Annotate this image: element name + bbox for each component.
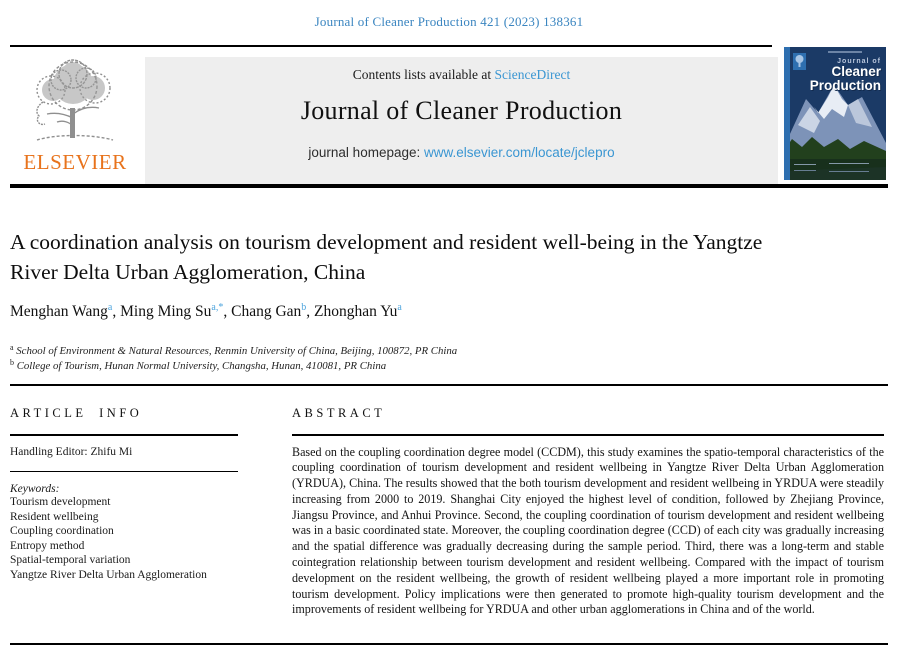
abstract-section (292, 406, 884, 618)
cover-title (810, 58, 881, 93)
abstract-heading: ABSTRACT (292, 406, 386, 420)
author-separator: , (223, 303, 232, 320)
article-info-section (10, 406, 238, 583)
contents-line (145, 57, 778, 83)
cover-title-line1: Journal of (837, 58, 881, 65)
author (10, 303, 120, 320)
article-info-heading: ARTICLE INFO (10, 406, 143, 420)
abstract-rule (292, 434, 884, 436)
cover-left-stripe (784, 47, 790, 180)
elsevier-tree-icon (12, 56, 138, 148)
author-separator: , (306, 303, 315, 320)
cover-title-line3: Production (809, 77, 881, 93)
cover-footer-text-left (794, 164, 816, 171)
keyword: Yangtze River Delta Urban Agglomeration (10, 568, 207, 581)
keyword: Resident wellbeing (10, 510, 99, 523)
elsevier-wordmark: ELSEVIER (23, 150, 127, 174)
abstract-text: Based on the coupling coordination degree model (CCDM), this study examines the spatio-temporal characteristics of the coupling coordination of tourism development and resident wellbeing in Yangtze River Delta Urban Agglomeration (YRDUA), China. The results showed that the both tourism development and resident wellbeing in YRDUA were steadily increasing from 2000 to 2019. Shanghai City enjoyed the highest level of condition, followed by Zhejiang Province, Jiangsu Province, and Anhui Province. Second, the coupling coordination of tourism development and resident wellbeing was in a basic coordinated state. Moreover, the coupling coordination degree (CCD) of each city was gradually increasing and the spatial difference was gradually decreasing during the sample period. Third, there was a long-term and stable cointegration relationship between tourism development and resident wellbeing. Compared with the impact of tourism development on the resident wellbeing, the growth of resident wellbeing played a more important role in promoting tourism development. Policy implications were then generated to promote high-quality tourism development and the improvements of resident wellbeing for YRDUA and other urban agglomerations in China and of the world. (292, 444, 884, 617)
author-name: Chang Gan (231, 303, 302, 320)
affiliation-line (10, 344, 870, 359)
article-info-rule-2 (10, 471, 238, 473)
page-bottom-rule (10, 643, 888, 645)
sciencedirect-link[interactable]: ScienceDirect (494, 67, 571, 82)
journal-title: Journal of Cleaner Production (300, 96, 623, 125)
author (120, 303, 231, 320)
cover-issn-text (828, 51, 862, 53)
keyword: Spatial-temporal variation (10, 554, 131, 567)
author-list (10, 303, 870, 321)
keyword: Coupling coordination (10, 525, 114, 538)
cover-title-line2: Cleaner (831, 64, 881, 80)
keywords-label: Keywords: (10, 483, 60, 495)
affiliation-text: College of Tourism, Hunan Normal University, Changsha, Hunan, 410081, PR China (16, 360, 387, 372)
affiliation-text: School of Environment & Natural Resources, Renmin University of China, Beijing, 100872, PR China (16, 345, 458, 357)
keyword: Tourism development (10, 496, 111, 508)
masthead (145, 57, 778, 184)
homepage-prefix: journal homepage: (308, 145, 424, 160)
author (314, 303, 402, 320)
contents-prefix: Contents lists available at (352, 67, 495, 82)
journal-cover-thumbnail (784, 47, 886, 180)
homepage-link[interactable]: www.elsevier.com/locate/jclepro (424, 145, 615, 160)
section-divider-rule (10, 384, 888, 386)
elsevier-logo (12, 56, 138, 182)
article-title: A coordination analysis on tourism development and resident well-being in the Yangtze River Delta Urban Agglomeration, China (10, 230, 763, 284)
article-info-rule-1 (10, 434, 238, 436)
handling-editor: Handling Editor: Zhifu Mi (10, 445, 133, 458)
homepage-line (145, 145, 778, 160)
keyword: Entropy method (10, 539, 85, 552)
author (231, 303, 314, 320)
author-affiliation-ref: a (397, 302, 402, 313)
author-separator: , (112, 303, 121, 320)
author-name: Ming Ming Su (120, 303, 212, 320)
cover-footer-text-right (829, 163, 869, 172)
author-affiliation-ref: a,* (211, 302, 224, 313)
masthead-top-rule (10, 45, 772, 47)
author-name: Menghan Wang (10, 303, 108, 320)
affiliation-ref: a (10, 343, 14, 352)
journal-citation: Journal of Cleaner Production 421 (2023) 138361 (314, 14, 584, 29)
author-affiliation-ref: b (301, 302, 307, 313)
affiliation-line (10, 359, 870, 374)
author-affiliation-ref: a (107, 302, 113, 313)
affiliation-ref: b (10, 358, 14, 367)
masthead-bottom-rule (10, 184, 888, 188)
affiliations (10, 344, 870, 374)
author-name: Zhonghan Yu (314, 303, 398, 320)
cover-elsevier-mini-logo (793, 53, 806, 75)
